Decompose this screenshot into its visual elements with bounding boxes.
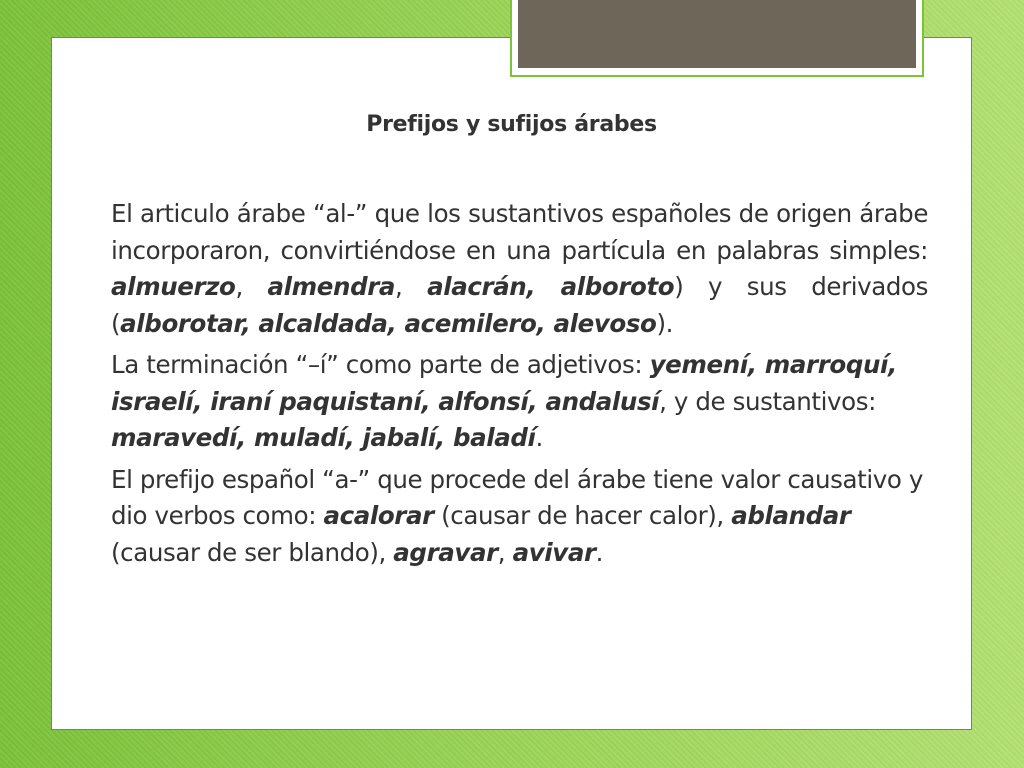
- example-avivar: avivar: [512, 537, 596, 567]
- paragraph-1-mid: ) y sus derivados (: [111, 272, 928, 338]
- paragraph-3-intro: El prefijo español “a-” que procede del árabe tiene valor causativo y dio verbos como:: [111, 464, 923, 530]
- paragraph-3-text-2: (causar de ser blando),: [111, 537, 394, 567]
- separator: ,: [235, 272, 268, 301]
- paragraph-3-end: .: [595, 537, 604, 567]
- title-tab-box: [518, 0, 916, 68]
- example-almuerzo: almuerzo: [111, 272, 236, 301]
- example-adjetivos: yemení, marroquí, israelí, iraní paquistaní, alfonsí, andalusí: [111, 350, 897, 416]
- example-ablandar: ablandar: [731, 501, 851, 530]
- example-agravar: agravar: [393, 537, 498, 567]
- paragraph-3-text-1: (causar de hacer calor),: [433, 501, 732, 530]
- example-sustantivos: maravedí, muladí, jabalí, baladí: [111, 423, 536, 452]
- separator: ,: [497, 537, 513, 567]
- example-alacran-alboroto: alacrán, alboroto: [427, 272, 675, 301]
- separator: ,: [395, 272, 428, 301]
- example-derivados: alborotar, alcaldada, acemilero, alevoso: [120, 308, 657, 338]
- paragraph-2-intro: La terminación “–í” como parte de adjetivos:: [111, 350, 650, 379]
- paragraph-prefijo-a: [111, 462, 928, 572]
- paragraph-1-intro: El articulo árabe “al-” que los sustantivos españoles de origen árabe incorporaron, convirtiéndose en una partícula en palabras simples:: [111, 199, 928, 265]
- paragraph-1-end: ).: [656, 308, 673, 338]
- slide-body: [111, 196, 928, 576]
- paragraph-2-mid: , y de sustantivos:: [659, 386, 876, 416]
- slide-heading: Prefijos y sufijos árabes: [366, 112, 657, 137]
- example-acalorar: acalorar: [323, 501, 434, 530]
- paragraph-terminacion-i: [111, 347, 928, 457]
- paragraph-articulo-al: [111, 196, 928, 342]
- paragraph-2-end: .: [535, 423, 543, 452]
- example-almendra: almendra: [267, 272, 396, 301]
